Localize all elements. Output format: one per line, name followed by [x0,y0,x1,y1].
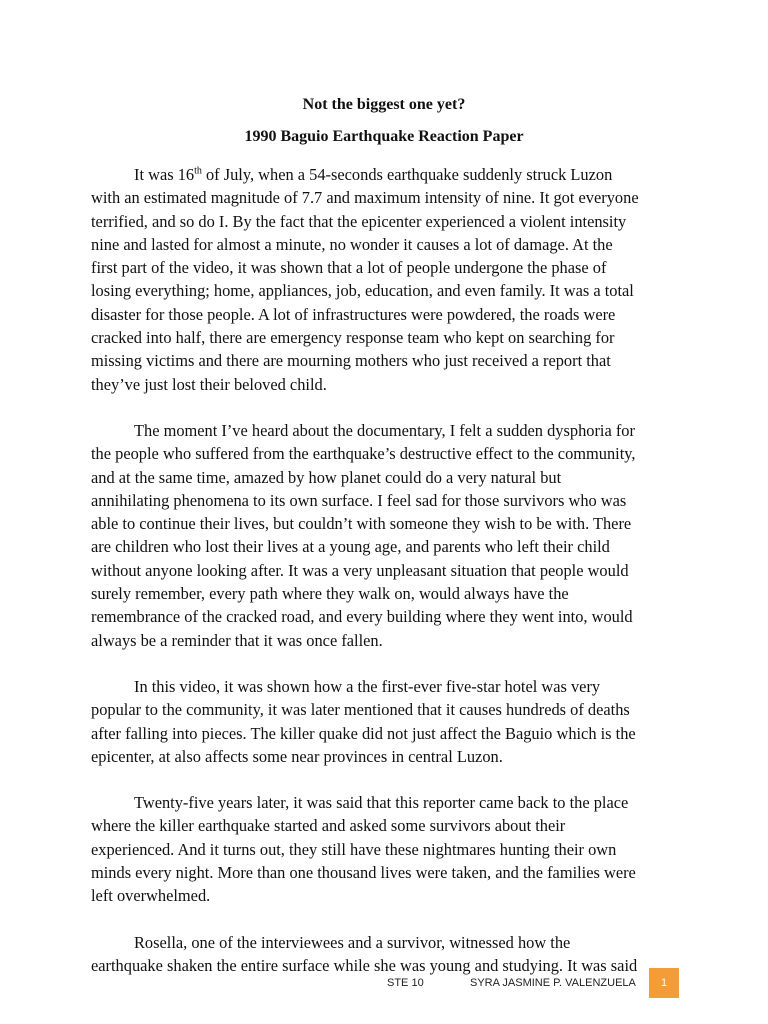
paragraph-line: are children who lost their lives at a young age, and parents who left their child [91,537,610,557]
paragraph-line: Twenty-five years later, it was said that this reporter came back to the place [134,793,629,813]
paragraph-2 [91,419,687,652]
paragraph-line: missing victims and there are mourning mothers who just received a report that [91,351,611,371]
paragraph-line: annihilating phenomena to its own surface. I feel sad for those survivors who was [91,490,627,510]
paragraph-1 [91,163,687,396]
paragraph-3 [91,675,687,768]
footer-course: STE 10 [387,977,424,989]
page-footer [0,968,768,998]
document-body [91,163,687,1000]
paragraph-line: disaster for those people. A lot of infrastructures were powdered, the roads were [91,304,616,324]
paragraph-line: left overwhelmed. [91,886,211,906]
paragraph-line: popular to the community, it was later mentioned that it causes hundreds of deaths [91,700,630,720]
paragraph-line: first part of the video, it was shown that a lot of people undergone the phase of [91,258,607,278]
paragraph-line: and at the same time, amazed by how planet could do a very natural but [91,467,562,487]
paragraph-line: terrified, and so do I. By the fact that the epicenter experienced a violent intensity [91,211,627,231]
paragraph-line: always be a reminder that it was once fallen. [91,630,383,650]
paragraph-line: able to continue their lives, but couldn’t with someone they wish to be with. There [91,514,632,534]
paragraph-line: after falling into pieces. The killer quake did not just affect the Baguio which is the [91,723,636,743]
paragraph-line: minds every night. More than one thousand lives were taken, and the families were [91,863,636,883]
paragraph-line: Rosella, one of the interviewees and a survivor, witnessed how the [134,932,571,952]
paragraph-line: where the killer earthquake started and asked some survivors about their [91,816,566,836]
document-title: Not the biggest one yet? [302,96,466,113]
paragraph-line: epicenter, at also affects some near provinces in central Luzon. [91,746,503,766]
paragraph-line: surely remember, every path where they walk on, would always have the [91,584,569,604]
footer-author: SYRA JASMINE P. VALENZUELA [470,977,636,989]
paragraph-line: In this video, it was shown how a the first-ever five-star hotel was very [134,676,601,696]
paragraph-4 [91,791,687,907]
paragraph-line: without anyone looking after. It was a very unpleasant situation that people would [91,560,629,580]
document-subtitle: 1990 Baguio Earthquake Reaction Paper [244,128,524,145]
paragraph-line: they’ve just lost their beloved child. [91,374,327,394]
paragraph-line: remembrance of the cracked road, and every building where they went into, would [91,607,633,627]
paragraph-line: It was 16th of July, when a 54-seconds earthquake suddenly struck Luzon [134,165,613,184]
paragraph-line: losing everything; home, appliances, job, education, and even family. It was a total [91,281,634,301]
paragraph-line: nine and lasted for almost a minute, no wonder it causes a lot of damage. At the [91,234,613,254]
page-number-badge: 1 [649,968,679,998]
paragraph-line: The moment I’ve heard about the documentary, I felt a sudden dysphoria for [134,420,635,440]
paragraph-line: with an estimated magnitude of 7.7 and maximum intensity of nine. It got everyone [91,188,639,208]
paragraph-line: cracked into half, there are emergency response team who kept on searching for [91,328,615,348]
paragraph-line: earthquake shaken the entire surface while she was young and studying. It was said [91,955,638,975]
paragraph-line: the people who suffered from the earthquake’s destructive effect to the community, [91,444,636,464]
paragraph-line: experienced. And it turns out, they still have these nightmares hunting their own [91,839,617,859]
